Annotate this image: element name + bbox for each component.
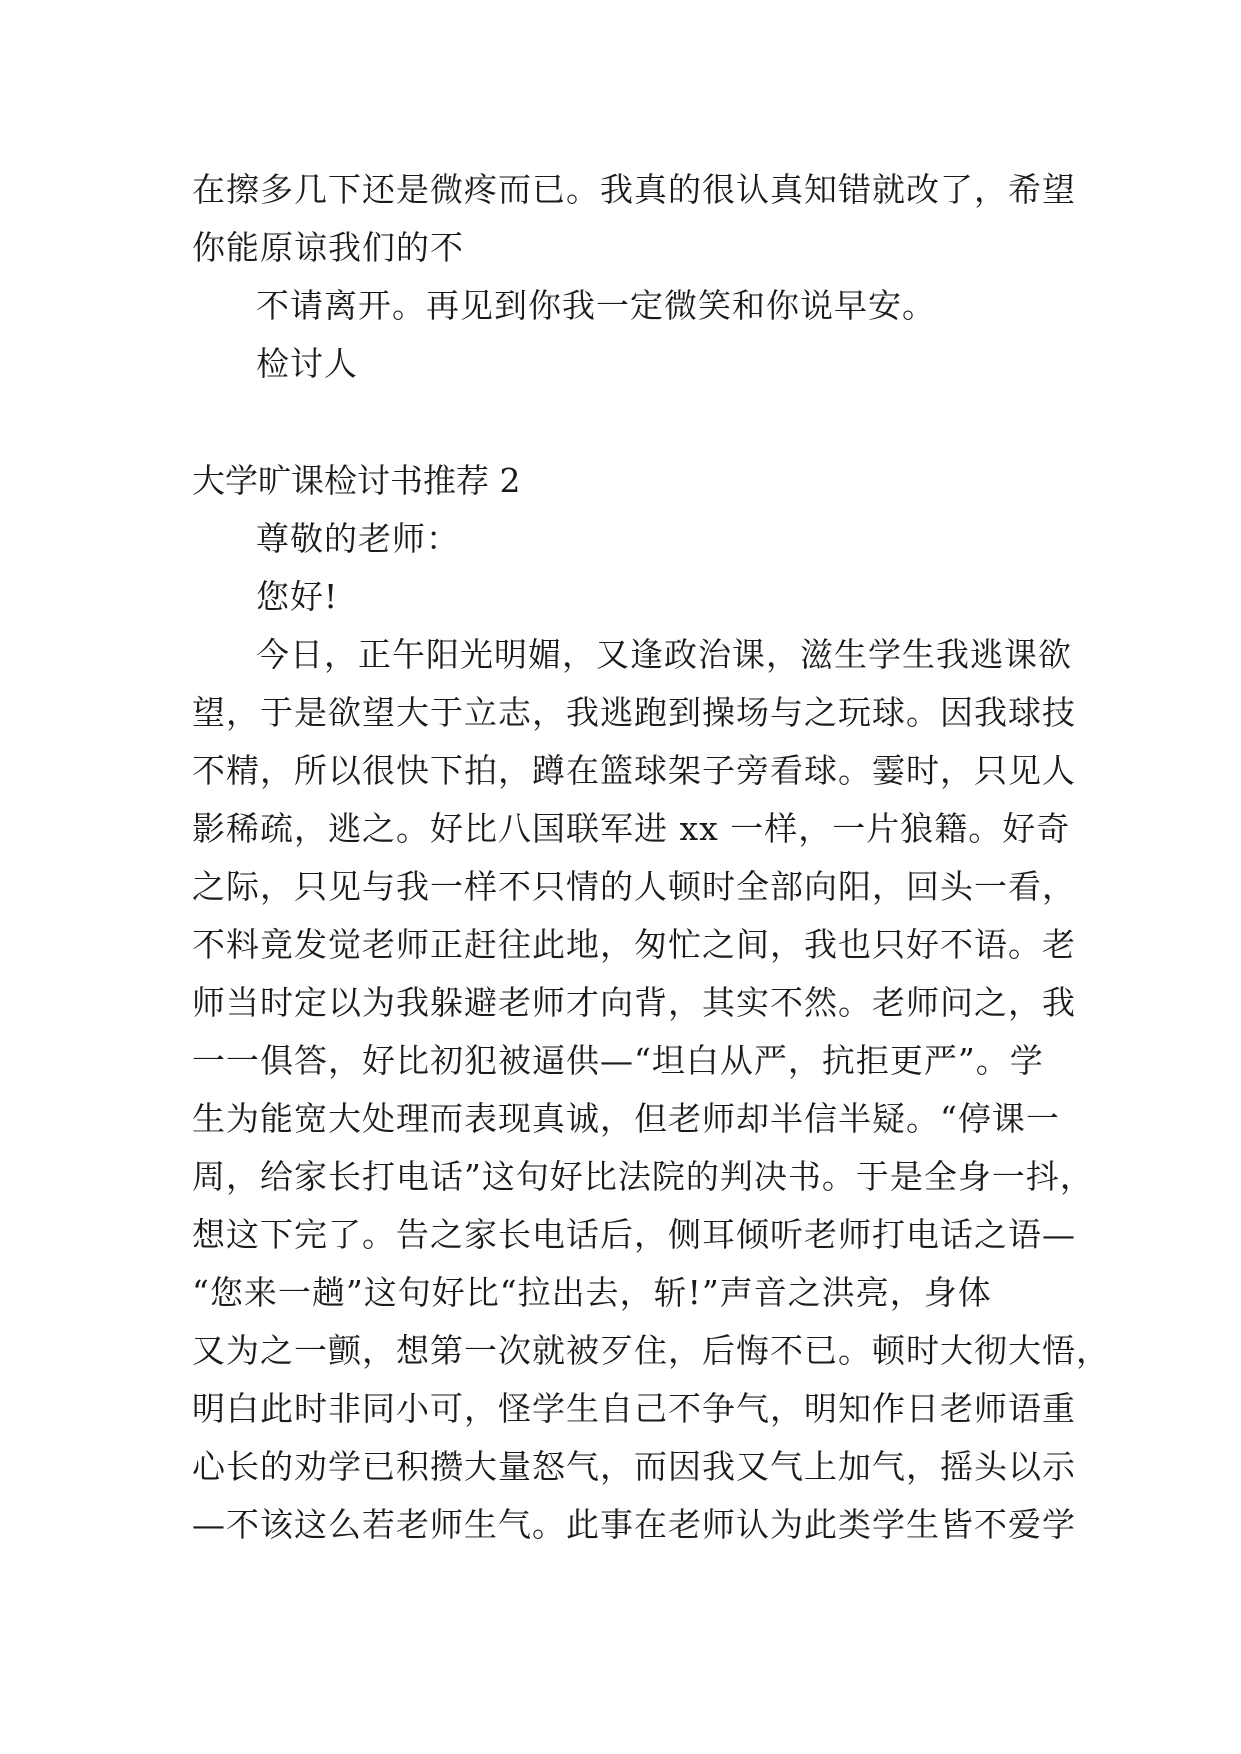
text-line: 又为之一颤，想第一次就被歹住，后悔不已。顿时大彻大悟，: [192, 1331, 1110, 1370]
text-line: 望，于是欲望大于立志，我逃跑到操场与之玩球。因我球技: [192, 693, 1076, 732]
text-line: “您来一趟”这句好比“拉出去，斩!”声音之洪亮，身体: [192, 1273, 992, 1312]
text-line: 在擦多几下还是微疼而已。我真的很认真知错就改了，希望: [192, 170, 1076, 209]
text-line: 想这下完了。告之家长电话后，侧耳倾听老师打电话之语—: [192, 1215, 1076, 1254]
text-line: 你能原谅我们的不: [192, 228, 464, 267]
text-line: 一一俱答，好比初犯被逼供—“坦白从严，抗拒更严”。学: [192, 1041, 1044, 1080]
text-line: —不该这么若老师生气。此事在老师认为此类学生皆不爱学: [192, 1505, 1076, 1544]
text-line: 生为能宽大处理而表现真诚，但老师却半信半疑。“停课一: [192, 1099, 1060, 1138]
text-line: 心长的劝学已积攒大量怒气，而因我又气上加气，摇头以示: [192, 1447, 1076, 1486]
paragraph-first-line: 今日，正午阳光明媚，又逢政治课，滋生学生我逃课欲: [256, 635, 1072, 674]
text-line: 之际，只见与我一样不只情的人顿时全部向阳，回头一看，: [192, 867, 1076, 906]
text-line: 明白此时非同小可，怪学生自己不争气，明知作日老师语重: [192, 1389, 1076, 1428]
text-line: 不料竟发觉老师正赶往此地，匆忙之间，我也只好不语。老: [192, 925, 1076, 964]
text-line: 师当时定以为我躲避老师才向背，其实不然。老师问之，我: [192, 983, 1076, 1022]
salutation: 尊敬的老师：: [256, 519, 460, 558]
text-line: 不精，所以很快下拍，蹲在篮球架子旁看球。霎时，只见人: [192, 751, 1076, 790]
text-line: 周，给家长打电话”这句好比法院的判决书。于是全身一抖，: [192, 1157, 1094, 1196]
section-heading: 大学旷课检讨书推荐 2: [192, 461, 521, 500]
text-line: 影稀疏，逃之。好比八国联军进 xx 一样，一片狼籍。好奇: [192, 809, 1071, 848]
greeting: 您好!: [256, 577, 339, 616]
text-line: 不请离开。再见到你我一定微笑和你说早安。: [256, 286, 936, 325]
signature-label: 检讨人: [256, 344, 358, 383]
